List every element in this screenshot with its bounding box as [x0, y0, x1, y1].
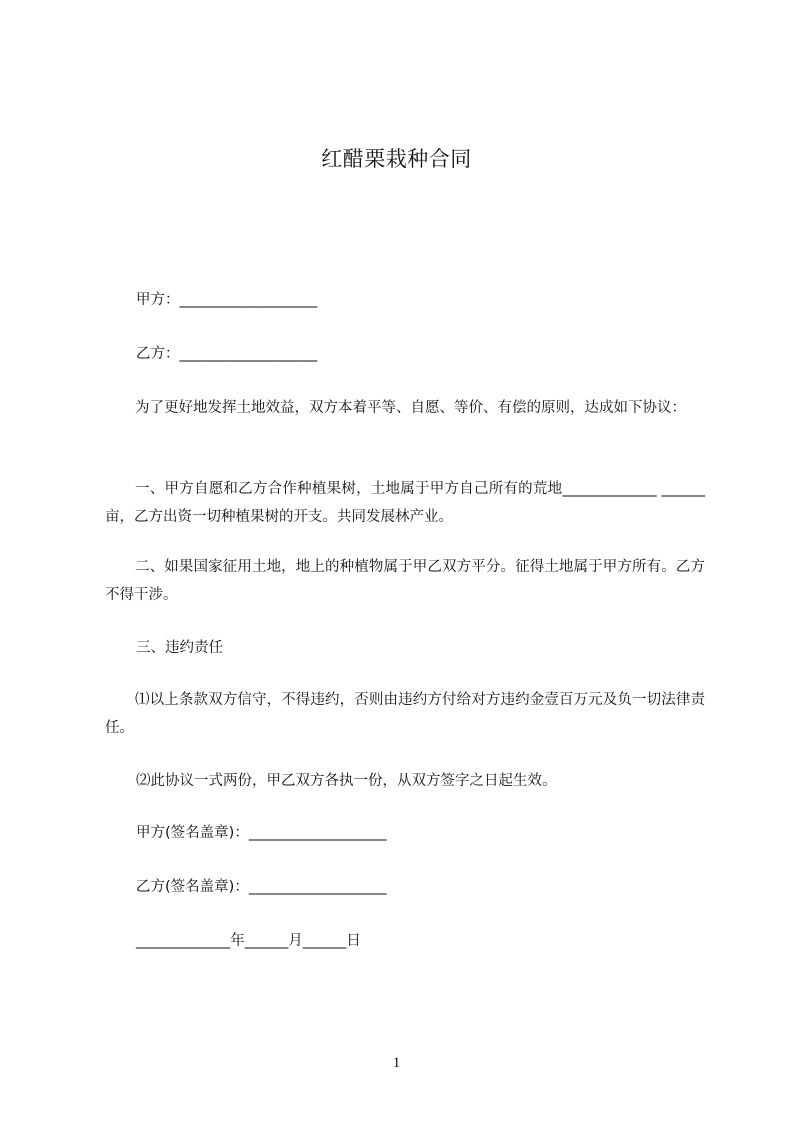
party-b-line: 乙方：___________________: [136, 346, 318, 362]
signature-party-a: 甲方(签名盖章)：___________________: [136, 825, 387, 841]
clause-2-paragraph: 二、如果国家征用土地，地上的种植物属于甲乙双方平分。征得土地属于甲方所有。乙方不得干涉。: [105, 559, 705, 603]
clause-1-paragraph: 一、甲方自愿和乙方合作种植果树，土地属于甲方自己所有的荒地_____________ ______亩，乙方出资一切种植果树的开支。共同发展林产业。: [105, 481, 705, 525]
clause-3-item-2: ⑵此协议一式两份，甲乙双方各执一份，从双方签字之日起生效。: [136, 773, 557, 789]
party-a-line: 甲方：___________________: [136, 292, 318, 308]
date-line: _____________年______月______日: [136, 933, 361, 949]
document-title: 红醋栗栽种合同: [321, 147, 472, 171]
page-number: 1: [392, 1055, 401, 1071]
clause-3-heading: 三、违约责任: [136, 640, 223, 656]
signature-party-b: 乙方(签名盖章)：___________________: [136, 879, 387, 895]
clause-3-item-1: ⑴以上条款双方信守，不得违约，否则由违约方付给对方违约金壹百万元及负一切法律责任。: [105, 692, 705, 736]
intro-paragraph: 为了更好地发挥土地效益，双方本着平等、自愿、等价、有偿的原则，达成如下协议：: [135, 400, 686, 416]
